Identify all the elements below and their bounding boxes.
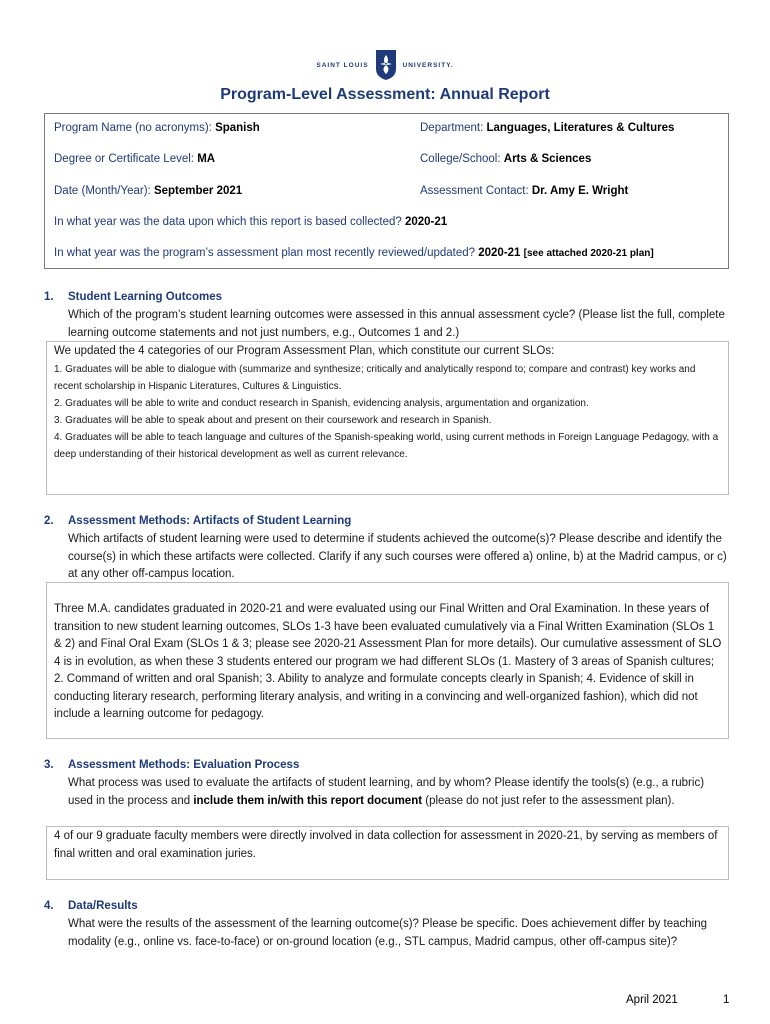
department-label: Department: xyxy=(420,122,484,134)
section-2-question: Which artifacts of student learning were used to determine if students achieved the outcome(s)? Please describe and identify the course(s) in which these artifacts were collected. Clarify if any such courses were offered a) online, b) at the Madrid campus, or c) at any other off-campus location. xyxy=(68,533,727,580)
section-2-heading xyxy=(44,515,351,527)
contact-row xyxy=(420,185,628,197)
section-3-answer: 4 of our 9 graduate faculty members were directly involved in data collection for assessment in 2020-21, by serving as members of final written and oral examination juries. xyxy=(54,830,718,860)
report-title: Program-Level Assessment: Annual Report xyxy=(220,86,550,103)
slo-text: Graduates will be able to write and conduct research in Spanish, evidencing analysis, argumentation and organization. xyxy=(65,397,589,409)
section-3-question xyxy=(68,775,728,810)
section-3-title: Assessment Methods: Evaluation Process xyxy=(68,759,300,771)
slo-text: Graduates will be able to speak about and present on their coursework and research in Spanish. xyxy=(65,414,492,426)
college-row xyxy=(420,153,591,165)
program-name-label: Program Name (no acronyms): xyxy=(54,122,212,134)
degree-value: MA xyxy=(197,153,216,165)
section-1-question: Which of the program’s student learning outcomes were assessed in this annual assessment cycle? (Please list the full, complete learning outcome statements and not just numbers, e.g., Outcomes 1 and 2.) xyxy=(68,309,725,339)
section-1-answer xyxy=(54,343,724,463)
section-4-number: 4. xyxy=(44,900,54,912)
college-label: College/School: xyxy=(420,153,501,165)
section-4-title: Data/Results xyxy=(68,900,138,912)
data-year-row xyxy=(54,216,447,228)
section-2-number: 2. xyxy=(44,515,54,527)
contact-label: Assessment Contact: xyxy=(420,185,529,197)
section-1-heading xyxy=(44,291,222,303)
data-year-label: In what year was the data upon which this report is based collected? xyxy=(54,216,402,228)
section-4-heading xyxy=(44,900,138,912)
logo-left-word: SAINT LOUIS xyxy=(316,61,369,69)
section-3-question-end: (please do not just refer to the assessment plan). xyxy=(422,794,675,807)
slo-number: 2. xyxy=(54,397,63,409)
department-value: Languages, Literatures & Cultures xyxy=(486,122,675,134)
plan-year-row xyxy=(54,247,654,259)
section-1-title: Student Learning Outcomes xyxy=(68,291,222,303)
slo-item xyxy=(54,429,724,463)
slo-number: 3. xyxy=(54,414,63,426)
section-1-number: 1. xyxy=(44,291,54,303)
plan-year-note: [see attached 2020-21 plan] xyxy=(523,248,654,259)
slo-number: 1. xyxy=(54,363,63,375)
program-name-value: Spanish xyxy=(215,122,260,134)
page-number: 1 xyxy=(723,994,730,1006)
university-logo xyxy=(0,46,770,84)
slo-item xyxy=(54,412,724,429)
section-3-question-bold: include them in/with this report document xyxy=(193,794,423,807)
date-value: September 2021 xyxy=(153,185,243,197)
date-label: Date (Month/Year): xyxy=(54,185,151,197)
slo-text: Graduates will be able to dialogue with (summarize and synthesize; critically and analytically respond to; compare and contrast) key works and recent scholarship in Hispanic Literatures, Cultures & Linguistics. xyxy=(54,363,696,392)
logo-right-word: UNIVERSITY. xyxy=(402,61,454,69)
program-name-row xyxy=(54,122,260,134)
shield-logo-icon xyxy=(375,49,397,81)
slo-item xyxy=(54,395,724,412)
section-1-answer-intro: We updated the 4 categories of our Program Assessment Plan, which constitute our current SLOs: xyxy=(54,345,555,357)
contact-value: Dr. Amy E. Wright xyxy=(531,185,629,197)
section-2-title: Assessment Methods: Artifacts of Student Learning xyxy=(68,515,352,527)
section-4-question: What were the results of the assessment of the learning outcome(s)? Please be specific. Does achievement differ by teaching modality (e.g., online vs. face-to-face) or on-ground location (e.g., STL campus, Madrid campus, other off-campus site)? xyxy=(68,918,708,948)
date-row xyxy=(54,185,242,197)
slo-text: Graduates will be able to teach language and cultures of the Spanish-speaking world, using current methods in Foreign Language Pedagogy, with a deep understanding of their historical development as well as current relevance. xyxy=(54,431,719,460)
footer-date: April 2021 xyxy=(626,994,678,1006)
slo-number: 4. xyxy=(54,431,63,443)
degree-label: Degree or Certificate Level: xyxy=(54,153,194,165)
college-value: Arts & Sciences xyxy=(503,153,592,165)
plan-year-value: 2020-21 xyxy=(478,247,521,259)
degree-row xyxy=(54,153,215,165)
slo-item xyxy=(54,361,724,395)
section-3-number: 3. xyxy=(44,759,54,771)
section-3-heading xyxy=(44,759,299,771)
data-year-value: 2020-21 xyxy=(404,216,448,228)
plan-year-label: In what year was the program’s assessment plan most recently reviewed/updated? xyxy=(54,247,476,259)
section-2-answer: Three M.A. candidates graduated in 2020-21 and were evaluated using our Final Written and Oral Examination. In these years of transition to new student learning outcomes, SLOs 1-3 have been evaluated cumulatively via a Final Written Examination (SLOs 1 & 2) and Final Oral Exam (SLOs 1 & 3; please see 2020-21 Assessment Plan for more details). Our cumulative assessment of SLO 4 is in evolution, as when these 3 students entered our program we had different SLOs (1. Mastery of 3 areas of Spanish cultures; 2. Command of written and oral Spanish; 3. Ability to analyze and formulate concepts clearly in Spanish; 4. Evidence of skill in conducting literary research, performing literary analysis, and writing in a convincing and well-organized fashion), which did not include a learning outcome for pedagogy. xyxy=(54,603,722,720)
section-3-question-start: What process was used to evaluate the artifacts of student learning, and by whom? Please identify the tools(s) (e.g., a rubric) used in the process and xyxy=(68,777,705,807)
department-row xyxy=(420,122,674,134)
